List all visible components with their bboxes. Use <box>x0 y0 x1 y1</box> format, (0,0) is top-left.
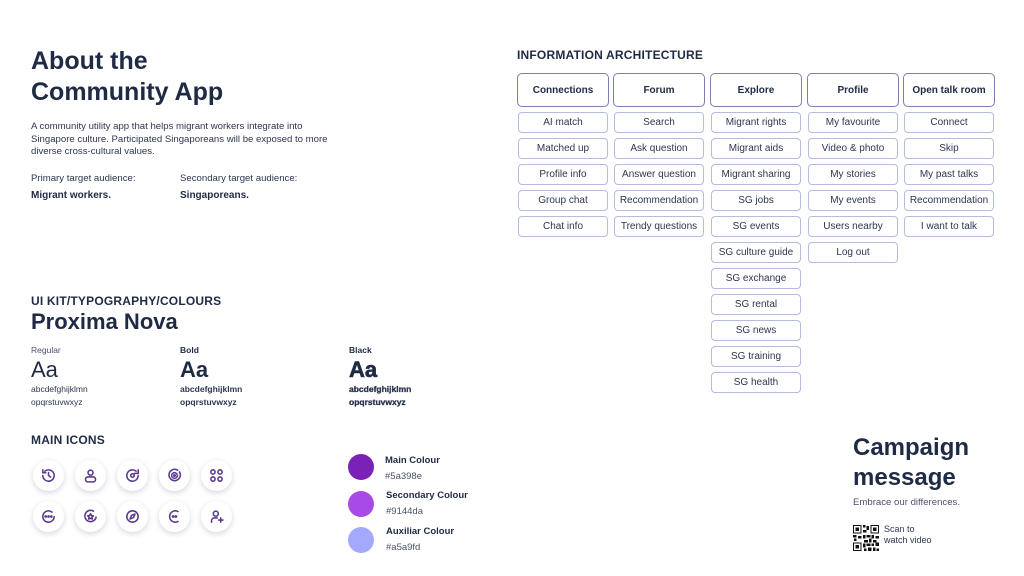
ia-item[interactable]: My stories <box>808 164 898 185</box>
weight-line2: opqrstuvwxyz <box>349 396 406 407</box>
ia-item[interactable]: Answer question <box>614 164 704 185</box>
weight-line2: opqrstuvwxyz <box>31 396 83 407</box>
secondary-audience-value: Singaporeans. <box>180 190 249 201</box>
ia-item[interactable]: Log out <box>808 242 898 263</box>
scan-line1: Scan to <box>884 524 915 534</box>
colour-main-text <box>385 455 440 482</box>
ia-item[interactable]: Search <box>614 112 704 133</box>
weight-regular <box>31 345 181 408</box>
scan-line2: watch video <box>884 535 932 545</box>
weight-name: Bold <box>180 345 199 355</box>
colour-secondary <box>348 491 374 517</box>
ia-item[interactable]: SG culture guide <box>711 242 801 263</box>
font-name: Proxima Nova <box>31 309 178 334</box>
secondary-audience-label: Secondary target audience: <box>180 173 298 184</box>
scan-instruction <box>884 524 954 546</box>
colour-name: Auxiliar Colour <box>386 526 455 537</box>
ia-item[interactable]: Group chat <box>518 190 608 211</box>
ia-item[interactable]: Migrant sharing <box>711 164 801 185</box>
weight-line1: abcdefghijklmn <box>180 384 243 394</box>
add-user-icon[interactable] <box>201 501 232 532</box>
ia-item[interactable]: SG news <box>711 320 801 341</box>
ia-item[interactable]: My past talks <box>904 164 994 185</box>
campaign-title-line1: Campaign <box>853 434 970 461</box>
ia-item[interactable]: SG training <box>711 346 801 367</box>
weight-line1: abcdefghijklmn <box>31 384 88 394</box>
weight-name: Black <box>349 345 372 355</box>
ia-item[interactable]: Connect <box>904 112 994 133</box>
about-title-line1: About the <box>31 47 148 75</box>
ia-header[interactable]: Forum <box>613 73 705 107</box>
about-title <box>31 46 291 108</box>
weight-line1: abcdefghijklmn <box>349 384 412 394</box>
ia-item[interactable]: My favourite <box>808 112 898 133</box>
ia-column-connections <box>517 73 609 237</box>
colour-hex: #9144da <box>386 506 423 517</box>
weight-black <box>349 345 499 408</box>
chat-more-icon[interactable] <box>33 501 64 532</box>
colour-main <box>348 454 374 480</box>
colour-hex: #a5a9fd <box>386 542 421 553</box>
campaign-subtitle: Embrace our differences. <box>853 497 961 508</box>
ia-item[interactable]: SG health <box>711 372 801 393</box>
ia-item[interactable]: Video & photo <box>808 138 898 159</box>
secondary-audience <box>180 173 297 201</box>
colour-hex: #5a398e <box>385 471 422 482</box>
weight-sample: Aa <box>31 357 58 382</box>
ia-column-explore <box>710 73 802 393</box>
ia-heading: INFORMATION ARCHITECTURE <box>517 48 704 62</box>
ia-item[interactable]: Migrant aids <box>711 138 801 159</box>
ia-column-forum <box>613 73 705 237</box>
ia-column-profile <box>807 73 899 263</box>
target-icon[interactable] <box>159 460 190 491</box>
ia-header[interactable]: Explore <box>710 73 802 107</box>
ia-item[interactable]: SG rental <box>711 294 801 315</box>
profile-icon[interactable] <box>75 460 106 491</box>
campaign-title-line2: message <box>853 464 956 491</box>
ia-item[interactable]: AI match <box>518 112 608 133</box>
colour-name: Secondary Colour <box>386 490 468 501</box>
colour-swatch <box>348 491 374 517</box>
qr-code-icon[interactable] <box>853 525 879 551</box>
colour-swatch <box>348 527 374 553</box>
ia-header[interactable]: Connections <box>517 73 609 107</box>
ia-item[interactable]: SG exchange <box>711 268 801 289</box>
ia-item[interactable]: Migrant rights <box>711 112 801 133</box>
ia-item[interactable]: Trendy questions <box>614 216 704 237</box>
ia-header[interactable]: Profile <box>807 73 899 107</box>
ia-item[interactable]: Recommendation <box>614 190 704 211</box>
ia-item[interactable]: Ask question <box>614 138 704 159</box>
favourite-star-icon[interactable] <box>75 501 106 532</box>
refresh-icon[interactable] <box>117 460 148 491</box>
weight-bold <box>180 345 330 408</box>
weight-sample: Aa <box>349 357 378 382</box>
colour-auxiliar-text <box>386 526 454 553</box>
ia-header[interactable]: Open talk room <box>903 73 995 107</box>
primary-audience <box>31 173 136 201</box>
ia-item[interactable]: Chat info <box>518 216 608 237</box>
primary-audience-value: Migrant workers. <box>31 190 112 201</box>
weight-line2: opqrstuvwxyz <box>180 396 237 407</box>
ia-item[interactable]: Matched up <box>518 138 608 159</box>
colour-auxiliar <box>348 527 374 553</box>
primary-audience-label: Primary target audience: <box>31 173 136 184</box>
ia-item[interactable]: SG events <box>711 216 801 237</box>
campaign-title <box>853 433 969 493</box>
ia-item[interactable]: Profile info <box>518 164 608 185</box>
ia-item[interactable]: Recommendation <box>904 190 994 211</box>
ia-item[interactable]: Users nearby <box>808 216 898 237</box>
history-icon[interactable] <box>33 460 64 491</box>
ia-item[interactable]: SG jobs <box>711 190 801 211</box>
grid-icon[interactable] <box>201 460 232 491</box>
colour-name: Main Colour <box>385 455 440 466</box>
ia-item[interactable]: I want to talk <box>904 216 994 237</box>
weight-name: Regular <box>31 345 61 355</box>
ia-item[interactable]: My events <box>808 190 898 211</box>
main-icons-heading: MAIN ICONS <box>31 433 105 447</box>
weight-sample: Aa <box>180 357 209 382</box>
ia-column-open-talk-room <box>903 73 995 237</box>
compass-icon[interactable] <box>117 501 148 532</box>
chat-quote-icon[interactable] <box>159 501 190 532</box>
about-title-line2: Community App <box>31 78 224 106</box>
ui-kit-heading: UI KIT/TYPOGRAPHY/COLOURS <box>31 294 222 308</box>
ia-item[interactable]: Skip <box>904 138 994 159</box>
colour-swatch <box>348 454 374 480</box>
about-description: A community utility app that helps migrant workers integrate into Singapore culture. Participated Singaporeans will be exposed to more diverse cross-cultural values. <box>31 121 328 158</box>
colour-secondary-text <box>386 490 468 517</box>
